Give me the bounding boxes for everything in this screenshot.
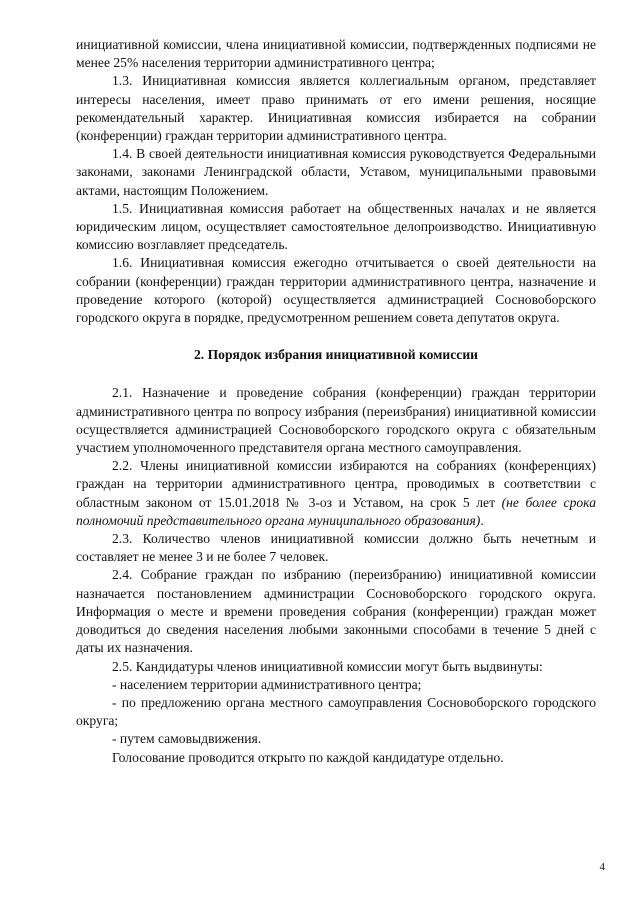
document-body xyxy=(76,36,596,767)
paragraph-1-5: 1.5. Инициативная комиссия работает на общественных началах и не является юридическим лицом, осуществляет самостоятельное делопроизводство. Инициативную комиссию возглавляет председатель. xyxy=(76,200,596,253)
paragraph-1-2-continuation: инициативной комиссии, члена инициативной комиссии, подтвержденных подписями не менее 25% населения территории административного центра; xyxy=(76,37,596,71)
section-heading: 2. Порядок избрания инициативной комиссии xyxy=(194,347,478,363)
paragraph-2-2-end: . xyxy=(480,512,484,528)
list-item: - населением территории административного центра; xyxy=(112,676,422,692)
paragraph-2-2 xyxy=(76,457,596,530)
paragraph-1-4: 1.4. В своей деятельности инициативная комиссия руководствуется Федеральными законами, законами Ленинградской области, Уставом, муниципальными правовыми актами, настоящим Положением. xyxy=(76,146,596,198)
paragraph-2-2-text: 2.2. Члены инициативной комиссии избираются на собраниях (конференциях) граждан на территории административного центра, проводимых в соответствии с областным законом от 15.01.2018 № 3-оз и Уставом, на срок 5 лет xyxy=(76,458,596,510)
list-item: - по предложению органа местного самоуправления Сосновоборского городского округа; xyxy=(76,694,596,729)
paragraph-2-1: 2.1. Назначение и проведение собрания (конференции) граждан территории административного центра по вопросу избрания (переизбрания) инициативной комиссии осуществляется администрацией Сосновоборского городского округа с обязательным участием уполномоченного представителя органа местного самоуправления. xyxy=(76,385,596,456)
paragraph-2-2-italic-note: (не более срока полномочий представительного органа муниципального образования) xyxy=(76,494,596,528)
paragraph-1-6: 1.6. Инициативная комиссия ежегодно отчитывается о своей деятельности на собрании (конференции) граждан территории административного центра, назначение и проведение которого (которой) осуществляется администрацией Сосновоборского городского округа в порядке, предусмотренном решением совета депутатов округа. xyxy=(76,255,596,326)
paragraph-1-3: 1.3. Инициативная комиссия является коллегиальным органом, представляет интересы населения, имеет право принимать от его имени решения, носящие рекомендательный характер. Инициативная комиссия избирается на собрании (конференции) граждан территории административного центра. xyxy=(76,73,596,144)
nomination-list xyxy=(76,676,596,749)
paragraph-2-3: 2.3. Количество членов инициативной комиссии должно быть нечетным и составляет не менее 3 и не более 7 человек. xyxy=(76,531,596,565)
paragraph-2-4: 2.4. Собрание граждан по избранию (переизбранию) инициативной комиссии назначается постановлением администрации Сосновоборского городского округа. Информация о месте и времени проведения собрания (конференции) граждан может доводиться до сведения населения любыми законными способами в течение 5 дней с даты их назначения. xyxy=(76,567,596,656)
page-number: 4 xyxy=(599,861,605,873)
paragraph-voting: Голосование проводится открыто по каждой кандидатуре отдельно. xyxy=(112,749,504,765)
list-item: - путем самовыдвижения. xyxy=(112,731,262,747)
paragraph-2-5: 2.5. Кандидатуры членов инициативной комиссии могут быть выдвинуты: xyxy=(112,658,543,674)
